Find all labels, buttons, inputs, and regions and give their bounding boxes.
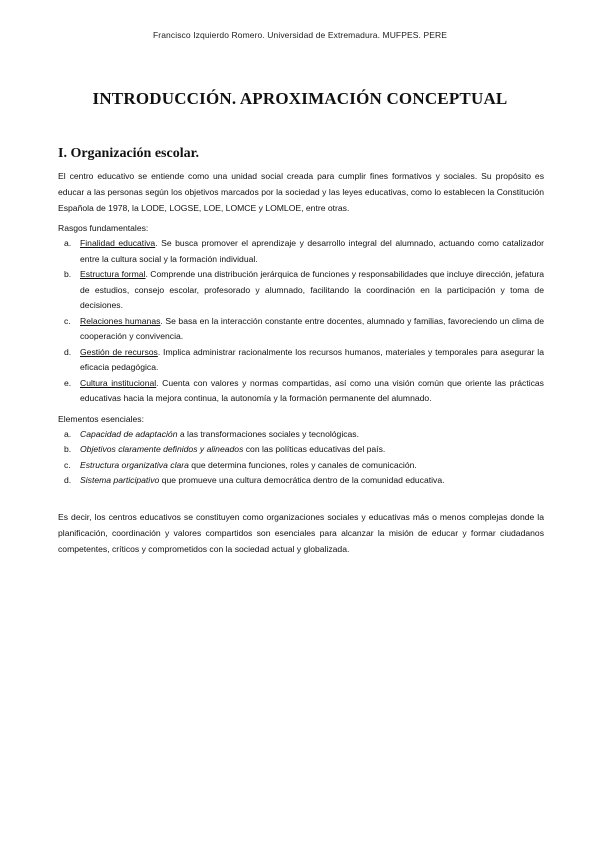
list-item: [64, 473, 544, 489]
list-marker: b.: [64, 269, 72, 279]
item-term: Cultura institucional: [80, 377, 157, 388]
item-term: Relaciones humanas: [80, 315, 161, 326]
list-marker: d.: [64, 346, 72, 357]
item-term: Estructura organizativa clara: [80, 459, 189, 470]
rasgos-label: Rasgos fundamentales:: [58, 223, 149, 233]
list-marker: e.: [64, 377, 72, 388]
item-text: . Se busca promover el aprendizaje y desarrollo integral del alumnado, actuando como catalizador entre la cultura social y la formación individual.: [80, 238, 544, 264]
item-text: a las transformaciones sociales y tecnológicas.: [177, 428, 359, 439]
elementos-list: [58, 427, 544, 489]
list-marker: a.: [64, 238, 72, 248]
list-item: [64, 267, 544, 314]
list-item: [64, 376, 544, 407]
closing-paragraph: Es decir, los centros educativos se constituyen como organizaciones sociales y educativas más o menos complejas donde la planificación, coordinación y valores compartidos son esenciales para alcanzar la misión de educar y formar ciudadanos competentes, críticos y comprometidos con la sociedad actual y globalizada.: [58, 511, 544, 554]
elementos-label: Elementos esenciales:: [58, 413, 144, 424]
list-item: [64, 314, 544, 345]
list-item: [64, 442, 544, 458]
list-marker: c.: [64, 459, 71, 470]
item-text: que determina funciones, roles y canales de comunicación.: [188, 459, 417, 470]
item-term: Finalidad educativa: [80, 238, 156, 248]
list-marker: c.: [64, 315, 71, 326]
page-title: INTRODUCCIÓN. APROXIMACIÓN CONCEPTUAL: [92, 89, 508, 108]
page-header: Francisco Izquierdo Romero. Universidad de Extremadura. MUFPES. PERE: [152, 30, 448, 40]
section-title: I. Organización escolar.: [58, 146, 200, 161]
item-text: . Comprende una distribución jerárquica de funciones y responsabilidades que incluye dirección, jefatura de estudios, consejo escolar, profesorado y alumnado, facilitando la coordinación en la participación y toma de decisiones.: [80, 269, 544, 310]
item-text: que promueve una cultura democrática dentro de la comunidad educativa.: [159, 475, 445, 485]
item-term: Sistema participativo: [80, 475, 160, 485]
item-term: Gestión de recursos: [80, 346, 158, 357]
list-marker: a.: [64, 428, 72, 439]
item-term: Objetivos claramente definidos y alineados: [80, 444, 244, 454]
list-item: [64, 236, 544, 267]
page-content: [58, 146, 544, 557]
rasgos-list: [58, 236, 544, 407]
item-text: . Cuenta con valores y normas compartidas, así como una visión común que oriente las prácticas educativas hacia la mejora continua, la autonomía y la formación permanente del alumnado.: [80, 377, 544, 403]
list-item: [64, 427, 544, 443]
list-marker: b.: [64, 444, 72, 454]
list-marker: d.: [64, 475, 72, 485]
item-text: . Se basa en la interacción constante entre docentes, alumnado y familias, favoreciendo un clima de cooperación y convivencia.: [80, 315, 544, 341]
intro-paragraph: El centro educativo se entiende como una unidad social creada para cumplir fines formativos y sociales. Su propósito es educar a las personas según los objetivos marcados por la sociedad y las leyes educativas, como lo establecen la Constitución Española de 1978, la LODE, LOGSE, LOE, LOMCE y LOMLOE, entre otras.: [58, 171, 544, 213]
item-term: Estructura formal: [80, 269, 146, 279]
item-term: Capacidad de adaptación: [80, 428, 178, 439]
item-text: . Implica administrar racionalmente los recursos humanos, materiales y temporales para asegurar la eficacia pedagógica.: [80, 346, 544, 372]
list-item: [64, 345, 544, 376]
item-text: con las políticas educativas del país.: [243, 444, 386, 454]
list-item: [64, 458, 544, 474]
